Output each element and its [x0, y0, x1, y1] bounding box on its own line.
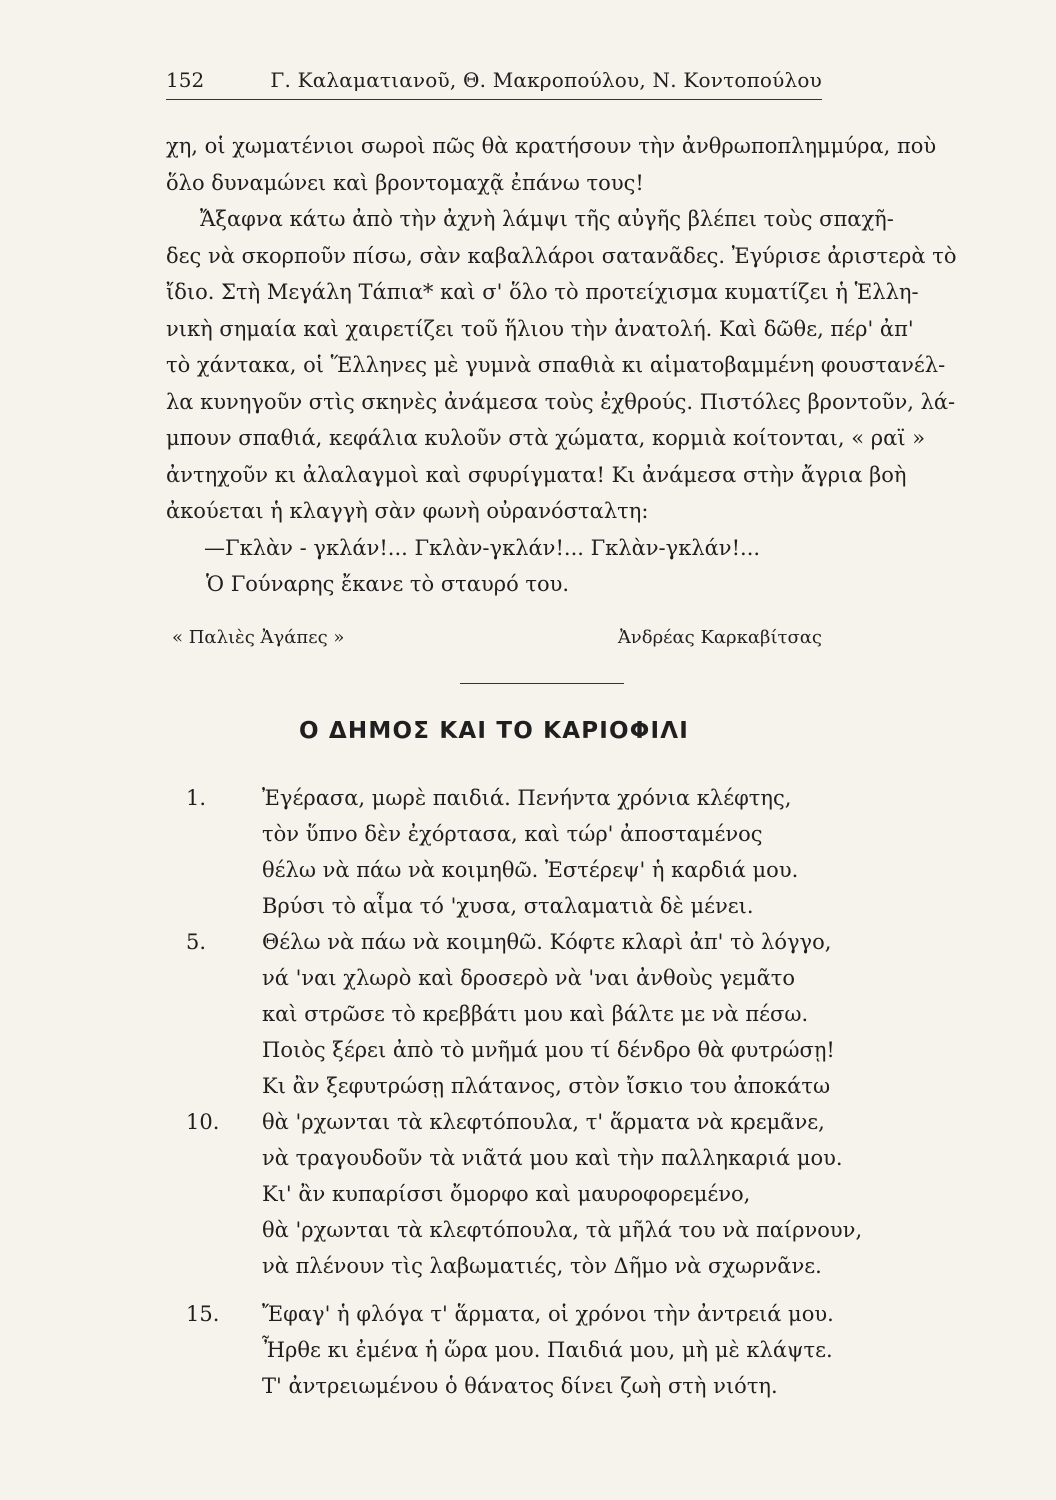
- verse-number: 10.: [186, 1110, 220, 1134]
- verse-text: θὰ 'ρχωνται τὰ κλεφτόπουλα, τὰ μῆλά του νὰ παίρνουν,: [262, 1218, 863, 1242]
- prose-line: μπουν σπαθιά, κεφάλια κυλοῦν στὰ χώματα, κορμιὰ κοίτονται, « ραϊ »: [166, 426, 926, 450]
- source-attribution: [166, 627, 822, 653]
- verse-line: [166, 1302, 846, 1338]
- verse-number: 15.: [186, 1302, 220, 1326]
- verse-line: [166, 894, 846, 930]
- prose-line: νικὴ σημαία καὶ χαιρετίζει τοῦ ἥλιου τὴν ἀνατολή. Καὶ δῶθε, πέρ' ἀπ': [166, 316, 914, 341]
- source-work-title: « Παλιὲς Ἀγάπες »: [172, 627, 345, 648]
- prose-line: δες νὰ σκορποῦν πίσω, σὰν καβαλλάροι σατανᾶδες. Ἐγύρισε ἀριστερὰ τὸ: [166, 243, 957, 268]
- verse-text: Ἦρθε κι ἐμένα ἡ ὥρα μου. Παιδιά μου, μὴ μὲ κλάψτε.: [262, 1338, 833, 1362]
- verse-line: [166, 1038, 846, 1074]
- verse-line: [166, 858, 846, 894]
- verse-text: θέλω νὰ πάω νὰ κοιμηθῶ. Ἐστέρεψ' ἡ καρδιά μου.: [262, 858, 799, 882]
- verse-line: [166, 1374, 846, 1410]
- prose-line: Ἄξαφνα κάτω ἀπὸ τὴν ἀχνὴ λάμψι τῆς αὐγῆς βλέπει τοὺς σπαχῆ-: [200, 207, 894, 231]
- prose-line: ἴδιο. Στὴ Μεγάλη Τάπια* καὶ σ' ὅλο τὸ προτείχισμα κυματίζει ἡ Ἑλλη-: [166, 280, 919, 304]
- verse-text: Θέλω νὰ πάω νὰ κοιμηθῶ. Κόφτε κλαρὶ ἀπ' τὸ λόγγο,: [262, 930, 832, 954]
- prose-line: —Γκλὰν - γκλάν!... Γκλὰν-γκλάν!... Γκλὰν-γκλάν!...: [204, 535, 761, 560]
- verse-text: νά 'ναι χλωρὸ καὶ δροσερὸ νὰ 'ναι ἀνθοὺς γεμᾶτο: [262, 966, 796, 990]
- verse-text: Ἐγέρασα, μωρὲ παιδιά. Πενήντα χρόνια κλέφτης,: [262, 786, 792, 810]
- verse-text: Βρύσι τὸ αἷμα τό 'χυσα, σταλαματιὰ δὲ μένει.: [262, 894, 754, 918]
- verse-text: Κι ἂν ξεφυτρώσῃ πλάτανος, στὸν ἴσκιο του ἀποκάτω: [262, 1074, 831, 1098]
- source-author: Ἀνδρέας Καρκαβίτσας: [617, 627, 822, 648]
- verse-line: [166, 1110, 846, 1146]
- section-divider: [460, 683, 624, 684]
- verse-text: Ἔφαγ' ἡ φλόγα τ' ἅρματα, οἱ χρόνοι τὴν ἀντρειά μου.: [262, 1302, 834, 1326]
- verse-line: [166, 786, 846, 822]
- verse-line: [166, 1002, 846, 1038]
- verse-text: θὰ 'ρχωνται τὰ κλεφτόπουλα, τ' ἅρματα νὰ κρεμᾶνε,: [262, 1110, 825, 1134]
- header-rule: [166, 99, 822, 100]
- verse-line: [166, 1146, 846, 1182]
- prose-line: τὸ χάντακα, οἱ Ἕλληνες μὲ γυμνὰ σπαθιὰ κι αἱματοβαμμένη φουστανέλ-: [166, 353, 946, 377]
- verse-text: νὰ πλένουν τὶς λαβωματιές, τὸν Δῆμο νὰ σχωρνᾶνε.: [262, 1254, 822, 1278]
- verse-line: [166, 1218, 863, 1254]
- verse-line: [166, 1338, 846, 1374]
- verse-text: νὰ τραγουδοῦν τὰ νιᾶτά μου καὶ τὴν παλληκαριά μου.: [262, 1146, 843, 1170]
- prose-passage: [166, 128, 957, 603]
- prose-line: ἀκούεται ἡ κλαγγὴ σὰν φωνὴ οὐρανόσταλτη:: [166, 499, 649, 523]
- verse-line: [166, 930, 846, 966]
- poem-title: Ο ΔΗΜΟΣ ΚΑΙ ΤΟ ΚΑΡΙΟΦΙΛΙ: [298, 718, 690, 744]
- verse-text: Ποιὸς ξέρει ἀπὸ τὸ μνῆμά μου τί δένδρο θὰ φυτρώσῃ!: [262, 1038, 835, 1062]
- running-head: Γ. Καλαματιανοῦ, Θ. Μακροπούλου, Ν. Κοντοπούλου: [270, 68, 822, 92]
- prose-line: λα κυνηγοῦν στὶς σκηνὲς ἀνάμεσα τοὺς ἐχθρούς. Πιστόλες βροντοῦν, λά-: [166, 389, 956, 414]
- prose-line: Ὁ Γούναρης ἔκανε τὸ σταυρό του.: [206, 572, 570, 596]
- prose-line: ὅλο δυναμώνει καὶ βροντομαχᾷ ἐπάνω τους!: [166, 170, 644, 195]
- verse-line: [166, 822, 846, 858]
- prose-line: ἀντηχοῦν κι ἀλαλαγμοὶ καὶ σφυρίγματα! Κι ἀνάμεσα στὴν ἄγρια βοὴ: [166, 462, 907, 487]
- page-number: 152: [166, 68, 205, 92]
- page-header: [166, 68, 822, 100]
- verse-line: [166, 1182, 846, 1218]
- verse-text: τὸν ὕπνο δὲν ἐχόρτασα, καὶ τώρ' ἀποσταμένος: [262, 822, 763, 846]
- verse-text: Τ' ἀντρειωμένου ὁ θάνατος δίνει ζωὴ στὴ νιότη.: [262, 1374, 778, 1398]
- verse-line: [166, 966, 846, 1002]
- verse-line: [166, 1074, 846, 1110]
- verse-text: καὶ στρῶσε τὸ κρεββάτι μου καὶ βάλτε με νὰ πέσω.: [262, 1002, 809, 1026]
- verse-number: 1.: [186, 786, 207, 810]
- prose-line: χη, οἱ χωματένιοι σωροὶ πῶς θὰ κρατήσουν τὴν ἀνθρωποπλημμύρα, ποὺ: [166, 134, 937, 158]
- verse-text: Κι' ἂν κυπαρίσσι ὄμορφο καὶ μαυροφορεμένο,: [262, 1182, 751, 1206]
- verse-line: [166, 1254, 846, 1290]
- verse-number: 5.: [186, 930, 207, 954]
